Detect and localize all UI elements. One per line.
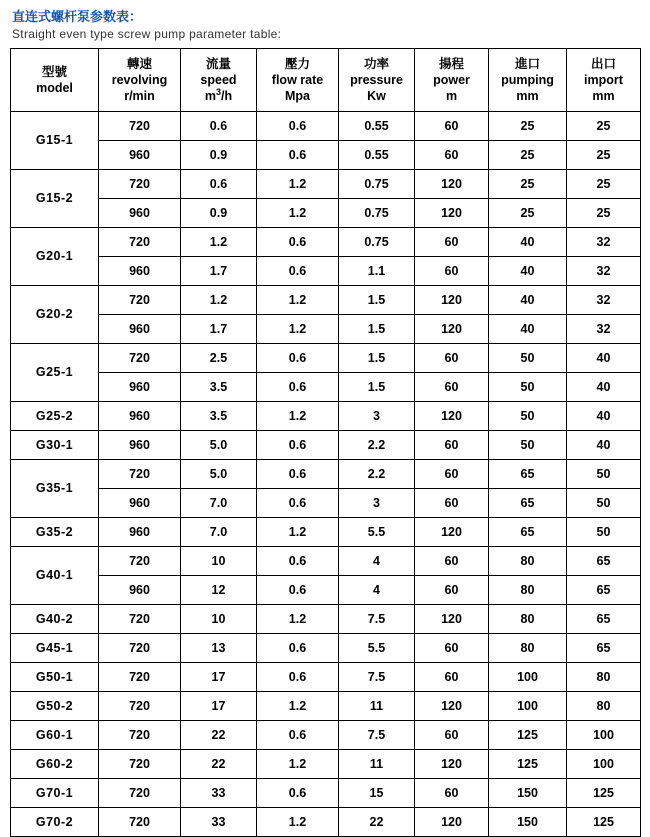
cell-pumping-inlet: 25 — [489, 141, 567, 170]
cell-power: 1.1 — [339, 257, 415, 286]
table-row — [11, 112, 641, 141]
cell-pumping-inlet: 65 — [489, 518, 567, 547]
cell-import-outlet: 50 — [567, 460, 641, 489]
cell-flow-rate: 10 — [181, 605, 257, 634]
model-cell: G35-2 — [11, 518, 99, 547]
cell-power: 22 — [339, 808, 415, 837]
table-body — [11, 112, 641, 837]
cell-revolving-speed: 720 — [99, 286, 181, 315]
table-row — [11, 257, 641, 286]
cell-import-outlet: 125 — [567, 808, 641, 837]
cell-head: 60 — [415, 576, 489, 605]
cell-revolving-speed: 960 — [99, 402, 181, 431]
cell-import-outlet: 25 — [567, 170, 641, 199]
column-header-en: power — [433, 73, 470, 87]
cell-head: 120 — [415, 750, 489, 779]
cell-head: 60 — [415, 344, 489, 373]
table-row — [11, 779, 641, 808]
cell-revolving-speed: 960 — [99, 576, 181, 605]
cell-import-outlet: 65 — [567, 605, 641, 634]
cell-power: 7.5 — [339, 663, 415, 692]
cell-power: 0.55 — [339, 141, 415, 170]
screw-pump-parameter-table — [10, 48, 641, 837]
cell-head: 60 — [415, 257, 489, 286]
cell-flow-rate: 5.0 — [181, 431, 257, 460]
column-header-unit: m — [445, 89, 458, 103]
table-row — [11, 605, 641, 634]
cell-flow-rate: 0.9 — [181, 141, 257, 170]
cell-head: 120 — [415, 605, 489, 634]
model-cell: G70-1 — [11, 779, 99, 808]
cell-pumping-inlet: 40 — [489, 228, 567, 257]
cell-power: 7.5 — [339, 605, 415, 634]
cell-import-outlet: 65 — [567, 547, 641, 576]
column-header-unit: $m^3/h$ — [204, 86, 233, 103]
cell-flow-rate: 1.7 — [181, 315, 257, 344]
model-cell: G40-1 — [11, 547, 99, 605]
cell-revolving-speed: 720 — [99, 170, 181, 199]
cell-revolving-speed: 720 — [99, 228, 181, 257]
cell-power: 1.5 — [339, 373, 415, 402]
model-cell: G25-1 — [11, 344, 99, 402]
cell-revolving-speed: 720 — [99, 460, 181, 489]
model-cell: G60-2 — [11, 750, 99, 779]
cell-pumping-inlet: 150 — [489, 779, 567, 808]
table-row — [11, 692, 641, 721]
cell-flow-rate: 7.0 — [181, 489, 257, 518]
cell-head: 60 — [415, 112, 489, 141]
cell-head: 60 — [415, 141, 489, 170]
cell-pumping-inlet: 40 — [489, 286, 567, 315]
cell-pressure: 1.2 — [257, 170, 339, 199]
cell-import-outlet: 25 — [567, 141, 641, 170]
cell-import-outlet: 32 — [567, 257, 641, 286]
cell-pressure: 1.2 — [257, 402, 339, 431]
cell-flow-rate: 7.0 — [181, 518, 257, 547]
cell-flow-rate: 12 — [181, 576, 257, 605]
column-header-cn: 轉速 — [126, 57, 152, 71]
column-header-unit: r/min — [124, 89, 155, 103]
cell-pumping-inlet: 125 — [489, 750, 567, 779]
cell-head: 120 — [415, 518, 489, 547]
table-row — [11, 489, 641, 518]
cell-pressure: 1.2 — [257, 315, 339, 344]
cell-power: 3 — [339, 489, 415, 518]
column-header-revolving — [99, 49, 181, 112]
cell-pressure: 0.6 — [257, 663, 339, 692]
cell-import-outlet: 40 — [567, 373, 641, 402]
cell-pumping-inlet: 65 — [489, 489, 567, 518]
cell-pumping-inlet: 40 — [489, 257, 567, 286]
column-header-speed — [181, 49, 257, 112]
cell-pumping-inlet: 80 — [489, 605, 567, 634]
model-cell: G20-1 — [11, 228, 99, 286]
cell-import-outlet: 50 — [567, 489, 641, 518]
cell-revolving-speed: 720 — [99, 634, 181, 663]
cell-flow-rate: 22 — [181, 750, 257, 779]
cell-pressure: 0.6 — [257, 431, 339, 460]
cell-head: 120 — [415, 199, 489, 228]
cell-pumping-inlet: 50 — [489, 344, 567, 373]
cell-flow-rate: 3.5 — [181, 402, 257, 431]
cell-import-outlet: 80 — [567, 663, 641, 692]
cell-pumping-inlet: 100 — [489, 663, 567, 692]
cell-head: 60 — [415, 634, 489, 663]
cell-revolving-speed: 720 — [99, 721, 181, 750]
cell-import-outlet: 40 — [567, 431, 641, 460]
cell-head: 60 — [415, 228, 489, 257]
cell-import-outlet: 100 — [567, 750, 641, 779]
cell-pressure: 1.2 — [257, 286, 339, 315]
cell-pressure: 1.2 — [257, 518, 339, 547]
cell-pumping-inlet: 150 — [489, 808, 567, 837]
cell-pressure: 1.2 — [257, 750, 339, 779]
cell-power: 0.55 — [339, 112, 415, 141]
column-header-model — [11, 49, 99, 112]
cell-power: 11 — [339, 750, 415, 779]
cell-power: 2.2 — [339, 460, 415, 489]
cell-pressure: 1.2 — [257, 605, 339, 634]
cell-revolving-speed: 960 — [99, 257, 181, 286]
cell-pressure: 1.2 — [257, 692, 339, 721]
table-row — [11, 663, 641, 692]
cell-revolving-speed: 720 — [99, 663, 181, 692]
page-title-english: Straight even type screw pump parameter table: — [12, 27, 282, 41]
column-header-en: import — [584, 73, 623, 87]
model-cell: G50-2 — [11, 692, 99, 721]
cell-head: 60 — [415, 373, 489, 402]
cell-power: 0.75 — [339, 199, 415, 228]
cell-pumping-inlet: 80 — [489, 547, 567, 576]
cell-pressure: 0.6 — [257, 344, 339, 373]
column-header-cn: 壓力 — [284, 57, 310, 71]
cell-power: 1.5 — [339, 286, 415, 315]
cell-revolving-speed: 720 — [99, 808, 181, 837]
table-row — [11, 141, 641, 170]
cell-flow-rate: 10 — [181, 547, 257, 576]
column-header-import — [567, 49, 641, 112]
cell-revolving-speed: 960 — [99, 431, 181, 460]
table-row — [11, 170, 641, 199]
cell-head: 60 — [415, 663, 489, 692]
column-header-en: pressure — [350, 73, 403, 87]
cell-power: 3 — [339, 402, 415, 431]
cell-pressure: 0.6 — [257, 779, 339, 808]
cell-pumping-inlet: 50 — [489, 373, 567, 402]
cell-flow-rate: 3.5 — [181, 373, 257, 402]
model-cell: G45-1 — [11, 634, 99, 663]
cell-revolving-speed: 960 — [99, 199, 181, 228]
cell-flow-rate: 5.0 — [181, 460, 257, 489]
cell-import-outlet: 65 — [567, 634, 641, 663]
cell-pressure: 0.6 — [257, 373, 339, 402]
cell-import-outlet: 32 — [567, 286, 641, 315]
cell-import-outlet: 50 — [567, 518, 641, 547]
table-row — [11, 634, 641, 663]
column-header-cn: 揚程 — [438, 57, 464, 71]
cell-head: 120 — [415, 402, 489, 431]
cell-revolving-speed: 720 — [99, 344, 181, 373]
column-header-en: revolving — [111, 73, 168, 87]
cell-import-outlet: 100 — [567, 721, 641, 750]
cell-head: 120 — [415, 692, 489, 721]
cell-power: 1.5 — [339, 344, 415, 373]
table-row — [11, 315, 641, 344]
cell-head: 60 — [415, 721, 489, 750]
cell-flow-rate: 1.7 — [181, 257, 257, 286]
column-header-unit: mm — [592, 89, 615, 103]
table-row — [11, 750, 641, 779]
cell-power: 0.75 — [339, 228, 415, 257]
cell-pressure: 0.6 — [257, 634, 339, 663]
column-header-cn: 型號 — [41, 65, 67, 79]
column-header-pressure — [339, 49, 415, 112]
cell-flow-rate: 22 — [181, 721, 257, 750]
cell-power: 4 — [339, 547, 415, 576]
cell-revolving-speed: 720 — [99, 605, 181, 634]
cell-revolving-speed: 960 — [99, 489, 181, 518]
cell-import-outlet: 125 — [567, 779, 641, 808]
cell-revolving-speed: 720 — [99, 779, 181, 808]
column-header-unit: Kw — [367, 89, 386, 103]
cell-head: 120 — [415, 808, 489, 837]
cell-revolving-speed: 720 — [99, 547, 181, 576]
cell-pumping-inlet: 100 — [489, 692, 567, 721]
table-row — [11, 431, 641, 460]
cell-pumping-inlet: 40 — [489, 315, 567, 344]
column-header-power — [415, 49, 489, 112]
cell-pumping-inlet: 80 — [489, 634, 567, 663]
page-title-chinese: 直连式螺杆泵参数表： — [12, 9, 143, 24]
cell-flow-rate: 33 — [181, 808, 257, 837]
table-row — [11, 286, 641, 315]
column-header-en: flow rate — [271, 73, 324, 87]
cell-pressure: 0.6 — [257, 460, 339, 489]
model-cell: G60-1 — [11, 721, 99, 750]
cell-import-outlet: 65 — [567, 576, 641, 605]
cell-pumping-inlet: 25 — [489, 199, 567, 228]
model-cell: G15-1 — [11, 112, 99, 170]
table-row — [11, 228, 641, 257]
cell-head: 120 — [415, 170, 489, 199]
cell-power: 4 — [339, 576, 415, 605]
cell-pressure: 0.6 — [257, 547, 339, 576]
cell-import-outlet: 32 — [567, 228, 641, 257]
cell-import-outlet: 25 — [567, 199, 641, 228]
cell-pumping-inlet: 50 — [489, 431, 567, 460]
table-header-row — [11, 49, 641, 112]
cell-flow-rate: 17 — [181, 663, 257, 692]
cell-power: 5.5 — [339, 634, 415, 663]
model-cell: G40-2 — [11, 605, 99, 634]
table-row — [11, 721, 641, 750]
cell-pressure: 1.2 — [257, 808, 339, 837]
column-header-cn: 出口 — [590, 57, 616, 71]
cell-pressure: 0.6 — [257, 257, 339, 286]
cell-pumping-inlet: 125 — [489, 721, 567, 750]
column-header-en: pumping — [501, 73, 554, 87]
cell-flow-rate: 2.5 — [181, 344, 257, 373]
model-cell: G15-2 — [11, 170, 99, 228]
column-header-en: model — [36, 81, 73, 95]
cell-head: 60 — [415, 779, 489, 808]
cell-revolving-speed: 960 — [99, 373, 181, 402]
cell-import-outlet: 25 — [567, 112, 641, 141]
cell-power: 2.2 — [339, 431, 415, 460]
cell-flow-rate: 13 — [181, 634, 257, 663]
cell-head: 120 — [415, 286, 489, 315]
cell-revolving-speed: 960 — [99, 141, 181, 170]
cell-pressure: 0.6 — [257, 112, 339, 141]
table-row — [11, 373, 641, 402]
column-header-cn: 流量 — [205, 57, 231, 71]
column-header-unit: Mpa — [285, 89, 310, 103]
table-row — [11, 576, 641, 605]
cell-flow-rate: 0.9 — [181, 199, 257, 228]
cell-pumping-inlet: 80 — [489, 576, 567, 605]
cell-power: 7.5 — [339, 721, 415, 750]
cell-import-outlet: 32 — [567, 315, 641, 344]
column-header-en: speed — [200, 73, 237, 87]
cell-head: 60 — [415, 547, 489, 576]
cell-revolving-speed: 720 — [99, 692, 181, 721]
table-row — [11, 402, 641, 431]
cell-head: 60 — [415, 431, 489, 460]
cell-import-outlet: 40 — [567, 344, 641, 373]
cell-pressure: 0.6 — [257, 576, 339, 605]
cell-pumping-inlet: 25 — [489, 170, 567, 199]
table-header — [11, 49, 641, 112]
cell-import-outlet: 40 — [567, 402, 641, 431]
cell-revolving-speed: 960 — [99, 315, 181, 344]
column-header-cn: 進口 — [514, 57, 540, 71]
model-cell: G35-1 — [11, 460, 99, 518]
cell-revolving-speed: 720 — [99, 750, 181, 779]
cell-flow-rate: 1.2 — [181, 286, 257, 315]
table-row — [11, 344, 641, 373]
cell-head: 120 — [415, 315, 489, 344]
model-cell: G20-2 — [11, 286, 99, 344]
column-header-unit: mm — [516, 89, 539, 103]
cell-flow-rate: 33 — [181, 779, 257, 808]
table-row — [11, 199, 641, 228]
cell-revolving-speed: 960 — [99, 518, 181, 547]
cell-power: 15 — [339, 779, 415, 808]
cell-pressure: 1.2 — [257, 199, 339, 228]
column-header-pumping — [489, 49, 567, 112]
cell-power: 5.5 — [339, 518, 415, 547]
table-row — [11, 808, 641, 837]
model-cell: G50-1 — [11, 663, 99, 692]
cell-head: 60 — [415, 460, 489, 489]
cell-pumping-inlet: 25 — [489, 112, 567, 141]
cell-head: 60 — [415, 489, 489, 518]
cell-pressure: 0.6 — [257, 489, 339, 518]
cell-flow-rate: 0.6 — [181, 170, 257, 199]
model-cell: G30-1 — [11, 431, 99, 460]
cell-pumping-inlet: 65 — [489, 460, 567, 489]
model-cell: G25-2 — [11, 402, 99, 431]
cell-power: 11 — [339, 692, 415, 721]
cell-flow-rate: 0.6 — [181, 112, 257, 141]
cell-pressure: 0.6 — [257, 141, 339, 170]
cell-flow-rate: 1.2 — [181, 228, 257, 257]
cell-pressure: 0.6 — [257, 228, 339, 257]
cell-pumping-inlet: 50 — [489, 402, 567, 431]
table-row — [11, 547, 641, 576]
column-header-flow-rate — [257, 49, 339, 112]
cell-pressure: 0.6 — [257, 721, 339, 750]
cell-import-outlet: 80 — [567, 692, 641, 721]
column-header-cn: 功率 — [363, 57, 389, 71]
cell-revolving-speed: 720 — [99, 112, 181, 141]
model-cell: G70-2 — [11, 808, 99, 837]
table-row — [11, 460, 641, 489]
table-row — [11, 518, 641, 547]
cell-flow-rate: 17 — [181, 692, 257, 721]
cell-power: 1.5 — [339, 315, 415, 344]
cell-power: 0.75 — [339, 170, 415, 199]
